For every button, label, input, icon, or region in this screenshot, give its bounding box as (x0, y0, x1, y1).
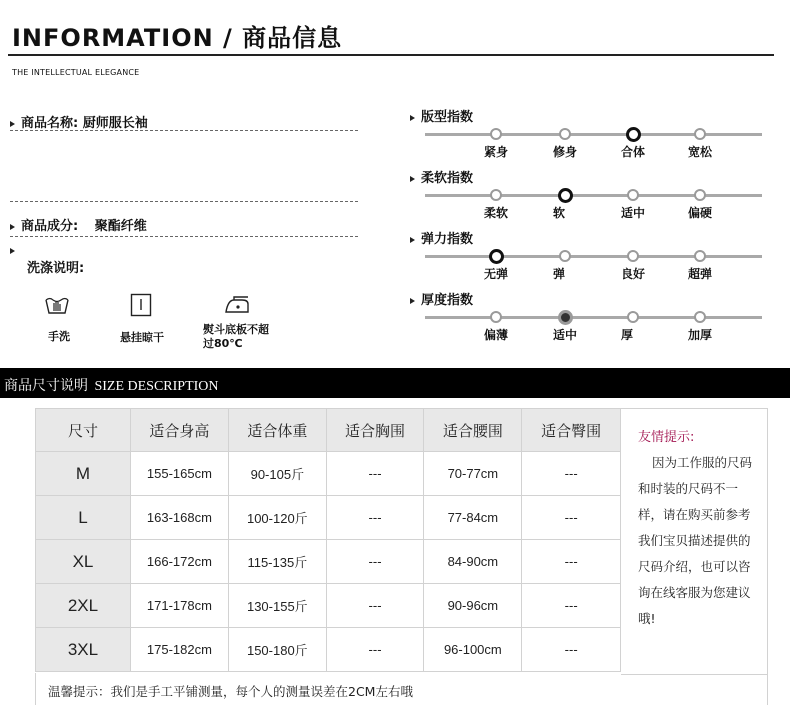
index-title (410, 228, 473, 247)
divider (10, 236, 358, 237)
table-cell: 171-178cm (130, 584, 228, 628)
table-cell: 100-120斤 (228, 496, 326, 540)
bullet-triangle-icon (410, 176, 415, 182)
table-cell: 96-100cm (424, 628, 522, 672)
index-option-label: 适中 (553, 328, 578, 342)
table-cell: 90-96cm (424, 584, 522, 628)
bullet-triangle-icon (10, 224, 15, 230)
table-cell: --- (326, 584, 424, 628)
index-scale-line (425, 255, 762, 258)
index-option-label: 适中 (621, 206, 646, 220)
index-option-label: 超弹 (688, 267, 713, 281)
title-divider (8, 54, 774, 56)
size-table (35, 408, 621, 672)
index-title-label: 厚度指数 (421, 293, 474, 308)
table-row (36, 540, 621, 584)
small-bullet (10, 240, 21, 259)
table-cell: 166-172cm (130, 540, 228, 584)
iron-label-line2: 过80℃ (203, 337, 243, 350)
index-option-label: 柔软 (484, 206, 509, 220)
table-cell: 70-77cm (424, 452, 522, 496)
index-marker-selected (489, 249, 504, 264)
table-cell: --- (522, 540, 621, 584)
hang-dry-icon (130, 293, 152, 321)
index-marker-selected (558, 310, 573, 325)
index-title-label: 柔软指数 (421, 171, 474, 186)
table-cell: 163-168cm (130, 496, 228, 540)
index-title-label: 版型指数 (421, 110, 474, 125)
header-cell: 适合胸围 (326, 409, 424, 452)
size-cell: XL (36, 540, 131, 584)
tip-text: 因为工作服的尺码和时装的尺码不一样，请在购买前参考我们宝贝描述提供的尺码介绍，也可以咨询在线客服为您建议哦! (638, 455, 753, 626)
material-label: 商品成分: (21, 219, 79, 234)
index-option-label: 厚 (621, 328, 634, 342)
divider (10, 201, 358, 202)
index-marker (694, 128, 706, 140)
index-marker (694, 311, 706, 323)
table-cell: --- (522, 452, 621, 496)
index-marker (694, 250, 706, 262)
divider (10, 130, 358, 131)
bullet-triangle-icon (410, 237, 415, 243)
table-row (36, 496, 621, 540)
size-cell: M (36, 452, 131, 496)
index-marker (490, 128, 502, 140)
index-option-label: 紧身 (484, 145, 509, 159)
table-cell: 155-165cm (130, 452, 228, 496)
iron-label-line1: 熨斗底板不超 (203, 323, 269, 336)
index-title (410, 289, 473, 308)
index-marker (559, 128, 571, 140)
index-title (410, 106, 473, 125)
wash-label-iron (203, 323, 269, 351)
index-marker (627, 250, 639, 262)
header-cell: 适合身高 (130, 409, 228, 452)
size-title-en: SIZE DESCRIPTION (94, 379, 219, 394)
size-cell: L (36, 496, 131, 540)
page-subtitle: THE INTELLECTUAL ELEGANCE (12, 68, 140, 77)
index-option-label: 弹 (553, 267, 566, 281)
index-option-label: 无弹 (484, 267, 509, 281)
iron-icon (224, 296, 252, 320)
washing-label: 洗涤说明: (27, 261, 85, 276)
index-marker (490, 189, 502, 201)
hand-wash-icon (44, 294, 70, 320)
index-marker-selected (626, 127, 641, 142)
index-marker-selected (558, 188, 573, 203)
table-cell: 84-90cm (424, 540, 522, 584)
bullet-triangle-icon (410, 298, 415, 304)
bullet-triangle-icon (10, 248, 15, 254)
index-scale-line (425, 133, 762, 136)
table-cell: 77-84cm (424, 496, 522, 540)
index-marker (627, 189, 639, 201)
table-cell: --- (522, 584, 621, 628)
size-title-cn: 商品尺寸说明 (4, 378, 88, 394)
tip-title: 友情提示: (638, 430, 695, 445)
table-header-row (36, 409, 621, 452)
table-cell: 90-105斤 (228, 452, 326, 496)
index-option-label: 软 (553, 206, 566, 220)
bullet-triangle-icon (10, 121, 15, 127)
product-material-row (10, 215, 147, 234)
size-cell: 2XL (36, 584, 131, 628)
table-row (36, 628, 621, 672)
product-name-row (10, 112, 148, 131)
table-cell: --- (522, 496, 621, 540)
index-option-label: 合体 (621, 145, 646, 159)
footer-note: 温馨提示：我们是手工平铺测量，每个人的测量误差在2CM左右哦 (48, 684, 413, 699)
table-cell: --- (326, 540, 424, 584)
header-cell: 适合腰围 (424, 409, 522, 452)
header-cell: 适合臀围 (522, 409, 621, 452)
page-title: INFORMATION / 商品信息 (12, 24, 343, 52)
index-option-label: 加厚 (688, 328, 713, 342)
bullet-triangle-icon (410, 115, 415, 121)
table-cell: --- (326, 628, 424, 672)
index-scale-line (425, 194, 762, 197)
header-cell: 尺寸 (36, 409, 131, 452)
index-title (410, 167, 473, 186)
wash-label-hang: 悬挂晾干 (120, 331, 164, 344)
index-option-label: 修身 (553, 145, 578, 159)
index-marker (627, 311, 639, 323)
header-cell: 适合体重 (228, 409, 326, 452)
index-scale-line (425, 316, 762, 319)
index-marker (490, 311, 502, 323)
wash-label-hand: 手洗 (48, 330, 70, 343)
table-row (36, 452, 621, 496)
index-option-label: 偏硬 (688, 206, 713, 220)
material-value: 聚酯纤维 (94, 219, 147, 234)
index-marker (694, 189, 706, 201)
index-option-label: 良好 (621, 267, 646, 281)
index-option-label: 宽松 (688, 145, 713, 159)
table-cell: 115-135斤 (228, 540, 326, 584)
index-option-label: 偏薄 (484, 328, 509, 342)
table-cell: 130-155斤 (228, 584, 326, 628)
size-section-title (4, 375, 219, 395)
table-cell: --- (522, 628, 621, 672)
table-cell: 175-182cm (130, 628, 228, 672)
index-marker (559, 250, 571, 262)
table-row (36, 584, 621, 628)
product-name: 商品名称: 厨师服长袖 (21, 116, 148, 131)
table-cell: 150-180斤 (228, 628, 326, 672)
table-cell: --- (326, 496, 424, 540)
size-cell: 3XL (36, 628, 131, 672)
table-cell: --- (326, 452, 424, 496)
index-title-label: 弹力指数 (421, 232, 474, 247)
